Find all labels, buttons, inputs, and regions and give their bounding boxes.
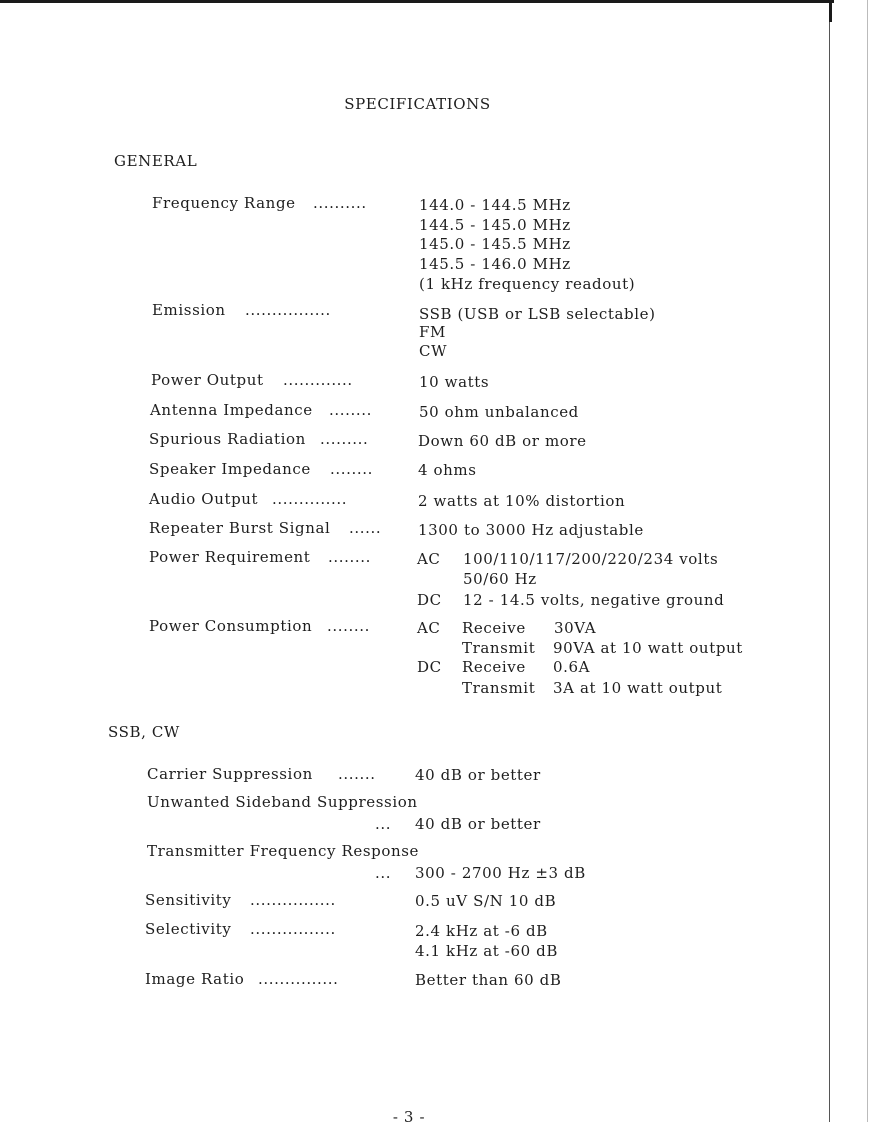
tx-frequency-response-label: Transmitter Frequency Response [147, 842, 420, 860]
power-requirement-ac-volts: 100/110/117/200/220/234 volts [463, 550, 719, 568]
image-ratio-leader: ............... [258, 970, 339, 988]
sensitivity-label: Sensitivity [145, 891, 232, 909]
emission-leader: ................ [245, 301, 331, 319]
right-border-rule [829, 22, 830, 1122]
repeater-burst-label: Repeater Burst Signal [149, 519, 331, 537]
audio-output-leader: .............. [272, 490, 348, 508]
speaker-impedance-leader: ........ [330, 460, 373, 478]
speaker-impedance-value: 4 ohms [418, 461, 477, 479]
power-consumption-ac-transmit-value: 90VA at 10 watt output [553, 639, 743, 657]
unwanted-sideband-value: 40 dB or better [415, 815, 541, 833]
top-border-rule [0, 0, 834, 3]
frequency-range-leader: .......... [313, 194, 367, 212]
spurious-radiation-value: Down 60 dB or more [418, 432, 587, 450]
audio-output-label: Audio Output [149, 490, 259, 508]
spurious-radiation-label: Spurious Radiation [149, 430, 306, 448]
antenna-impedance-label: Antenna Impedance [150, 401, 313, 419]
spurious-radiation-leader: ......... [320, 430, 369, 448]
frequency-range-value-3: 145.0 - 145.5 MHz [419, 235, 571, 253]
emission-value-1: SSB (USB or LSB selectable) [419, 305, 656, 323]
power-consumption-ac-receive-label: Receive [462, 619, 526, 637]
frequency-range-label: Frequency Range [152, 194, 296, 212]
page-number: - 3 - [392, 1108, 426, 1126]
speaker-impedance-label: Speaker Impedance [149, 460, 311, 478]
repeater-burst-value: 1300 to 3000 Hz adjustable [418, 521, 644, 539]
emission-value-3: CW [419, 342, 448, 360]
power-consumption-dc-transmit-label: Transmit [462, 679, 536, 697]
selectivity-label: Selectivity [145, 920, 232, 938]
power-consumption-ac-receive-value: 30VA [554, 619, 597, 637]
power-consumption-ac-transmit-label: Transmit [462, 639, 536, 657]
power-output-leader: ............. [283, 371, 353, 389]
general-heading: GENERAL [114, 152, 198, 170]
selectivity-value-2: 4.1 kHz at -60 dB [415, 942, 558, 960]
frequency-range-value-1: 144.0 - 144.5 MHz [419, 196, 571, 214]
power-output-value: 10 watts [419, 373, 490, 391]
power-output-label: Power Output [151, 371, 264, 389]
power-consumption-dc-receive-value: 0.6A [553, 658, 591, 676]
power-consumption-dc-tag: DC [417, 658, 442, 676]
selectivity-leader: ................ [250, 920, 336, 938]
carrier-suppression-leader: ....... [338, 765, 376, 783]
carrier-suppression-label: Carrier Suppression [147, 765, 313, 783]
power-requirement-ac-freq: 50/60 Hz [463, 570, 537, 588]
frequency-readout-note: (1 kHz frequency readout) [419, 275, 636, 293]
emission-value-2: FM [419, 323, 446, 341]
ssb-cw-heading: SSB, CW [108, 723, 180, 741]
unwanted-sideband-leader: ... [375, 815, 392, 833]
image-ratio-value: Better than 60 dB [415, 971, 562, 989]
power-consumption-dc-receive-label: Receive [462, 658, 526, 676]
power-consumption-dc-transmit-value: 3A at 10 watt output [553, 679, 723, 697]
power-consumption-leader: ........ [327, 617, 370, 635]
sensitivity-leader: ................ [250, 891, 336, 909]
carrier-suppression-value: 40 dB or better [415, 766, 541, 784]
unwanted-sideband-label: Unwanted Sideband Suppression [147, 793, 418, 811]
power-requirement-label: Power Requirement [149, 548, 311, 566]
antenna-impedance-value: 50 ohm unbalanced [419, 403, 579, 421]
antenna-impedance-leader: ........ [329, 401, 372, 419]
page-edge-rule [867, 0, 868, 1122]
page-title: SPECIFICATIONS [344, 95, 491, 113]
repeater-burst-leader: ...... [349, 519, 382, 537]
power-consumption-ac-tag: AC [417, 619, 441, 637]
power-requirement-leader: ........ [328, 548, 371, 566]
frequency-range-value-2: 144.5 - 145.0 MHz [419, 216, 571, 234]
image-ratio-label: Image Ratio [145, 970, 245, 988]
power-requirement-dc-value: 12 - 14.5 volts, negative ground [463, 591, 725, 609]
tx-frequency-response-value: 300 - 2700 Hz ±3 dB [415, 864, 586, 882]
sensitivity-value: 0.5 uV S/N 10 dB [415, 892, 557, 910]
power-requirement-ac-tag: AC [417, 550, 441, 568]
frequency-range-value-4: 145.5 - 146.0 MHz [419, 255, 571, 273]
emission-label: Emission [152, 301, 226, 319]
power-requirement-dc-tag: DC [417, 591, 442, 609]
audio-output-value: 2 watts at 10% distortion [418, 492, 626, 510]
top-border-hook [829, 0, 832, 22]
selectivity-value-1: 2.4 kHz at -6 dB [415, 922, 548, 940]
power-consumption-label: Power Consumption [149, 617, 313, 635]
tx-frequency-response-leader: ... [375, 864, 392, 882]
